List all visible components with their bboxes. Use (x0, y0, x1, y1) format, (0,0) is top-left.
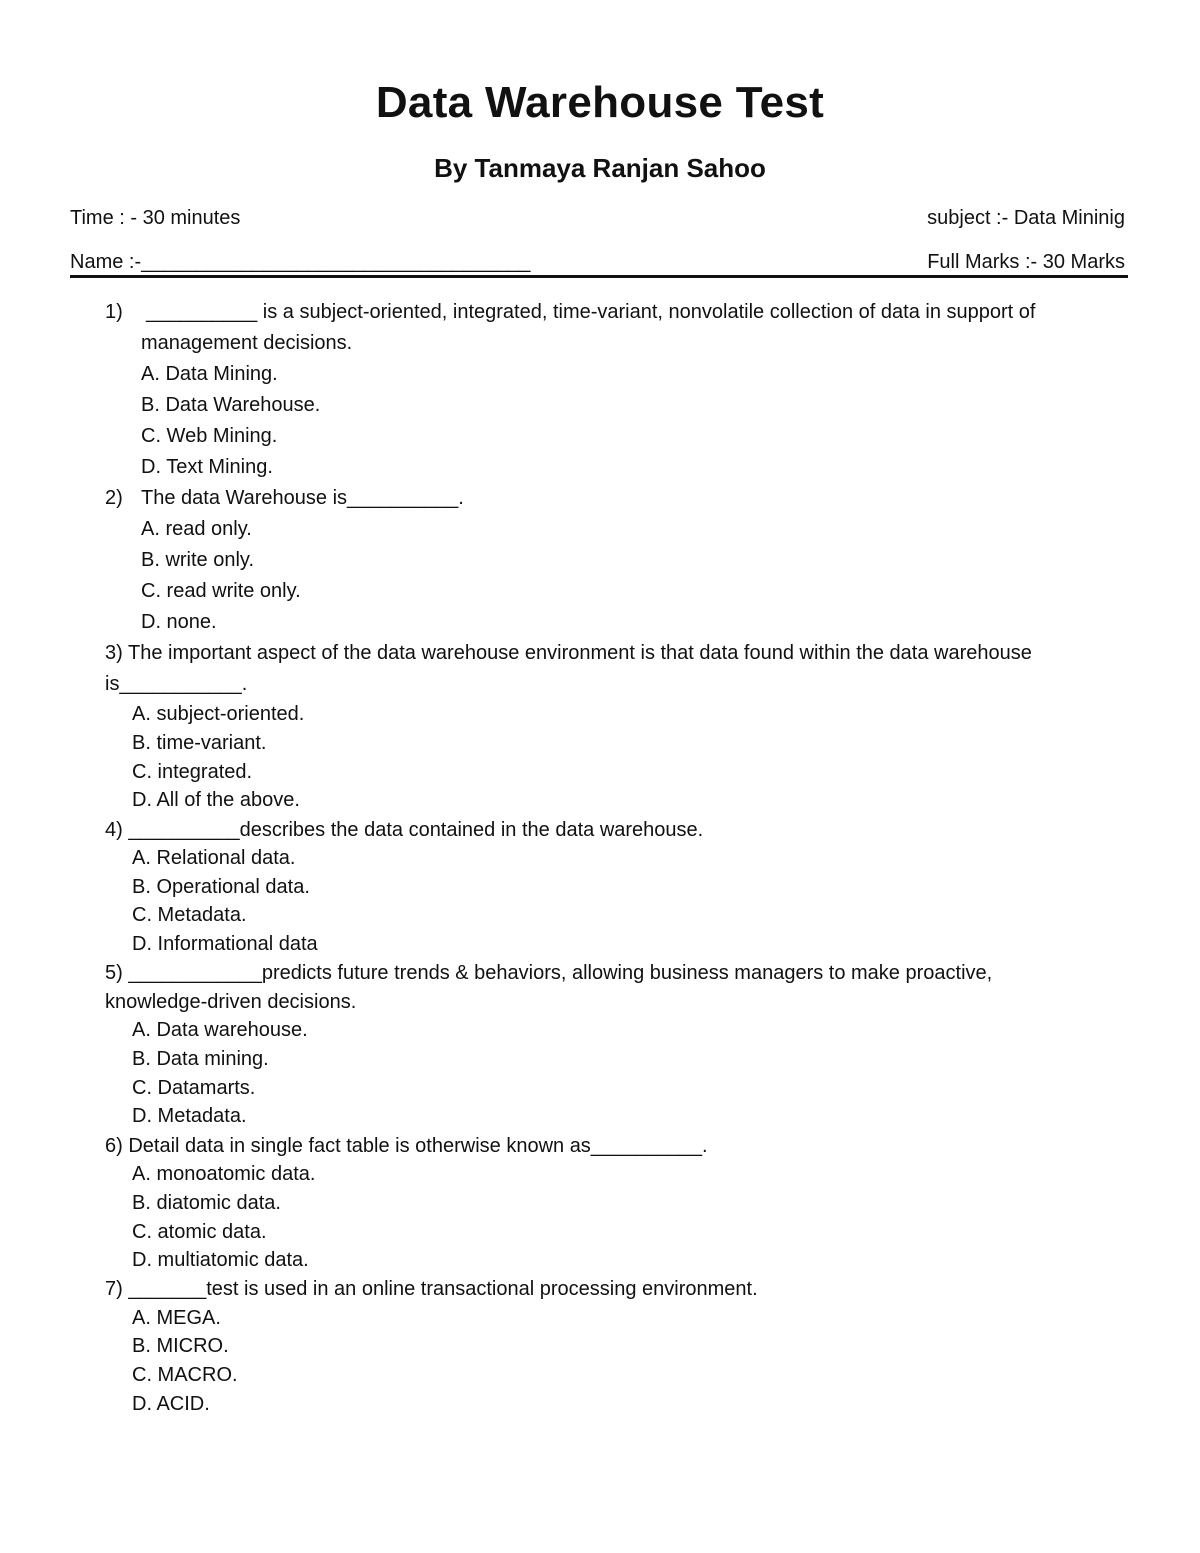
question-text: 6) Detail data in single fact table is otherwise known as__________. (105, 1135, 708, 1157)
full-marks-label: Full Marks :- 30 Marks (927, 251, 1125, 273)
option-c: C. read write only. (141, 580, 301, 602)
question-text: 4) __________describes the data contained in the data warehouse. (105, 819, 704, 841)
question-text: 3) The important aspect of the data warehouse environment is that data found within the data warehouse (105, 642, 1032, 664)
option-d: D. ACID. (132, 1393, 210, 1415)
option-c: C. Metadata. (132, 904, 247, 926)
option-a: A. Data Mining. (141, 363, 278, 385)
author-line: By Tanmaya Ranjan Sahoo (434, 153, 766, 183)
option-a: A. MEGA. (132, 1307, 221, 1329)
header-divider (70, 275, 1128, 278)
question-text: 5) ____________predicts future trends & behaviors, allowing business managers to make proactive, (105, 962, 993, 984)
option-d: D. none. (141, 611, 217, 633)
option-a: A. Data warehouse. (132, 1019, 308, 1041)
option-c: C. atomic data. (132, 1221, 267, 1243)
question-text: __________ is a subject-oriented, integrated, time-variant, nonvolatile collection of data in support of (146, 301, 1036, 323)
option-c: C. integrated. (132, 761, 253, 783)
question-text-cont: management decisions. (141, 332, 353, 354)
option-a: A. subject-oriented. (132, 703, 305, 725)
option-d: D. multiatomic data. (132, 1249, 309, 1271)
question-text-cont: is___________. (105, 673, 248, 695)
option-b: B. Data mining. (132, 1048, 269, 1070)
option-a: A. read only. (141, 518, 252, 540)
option-b: B. Data Warehouse. (141, 394, 321, 416)
option-d: D. All of the above. (132, 789, 300, 811)
option-d: D. Text Mining. (141, 456, 273, 478)
question-text-cont: knowledge-driven decisions. (105, 991, 357, 1013)
option-b: B. MICRO. (132, 1335, 229, 1357)
question-number: 1) (105, 301, 123, 323)
question-text: 7) _______test is used in an online transactional processing environment. (105, 1278, 758, 1300)
option-d: D. Informational data (132, 933, 318, 955)
option-b: B. Operational data. (132, 876, 310, 898)
question-text: The data Warehouse is__________. (141, 487, 464, 509)
page-title: Data Warehouse Test (375, 78, 825, 127)
question-number: 2) (105, 487, 123, 509)
option-a: A. Relational data. (132, 847, 296, 869)
option-b: B. write only. (141, 549, 254, 571)
option-c: C. MACRO. (132, 1364, 238, 1386)
option-c: C. Web Mining. (141, 425, 278, 447)
option-a: A. monoatomic data. (132, 1163, 316, 1185)
option-c: C. Datamarts. (132, 1077, 256, 1099)
option-b: B. diatomic data. (132, 1192, 281, 1214)
option-d: D. Metadata. (132, 1105, 247, 1127)
time-label: Time : - 30 minutes (70, 207, 241, 229)
subject-label: subject :- Data Mininig (927, 207, 1125, 229)
name-field: Name :-___________________________________ (70, 251, 531, 273)
option-b: B. time-variant. (132, 732, 267, 754)
